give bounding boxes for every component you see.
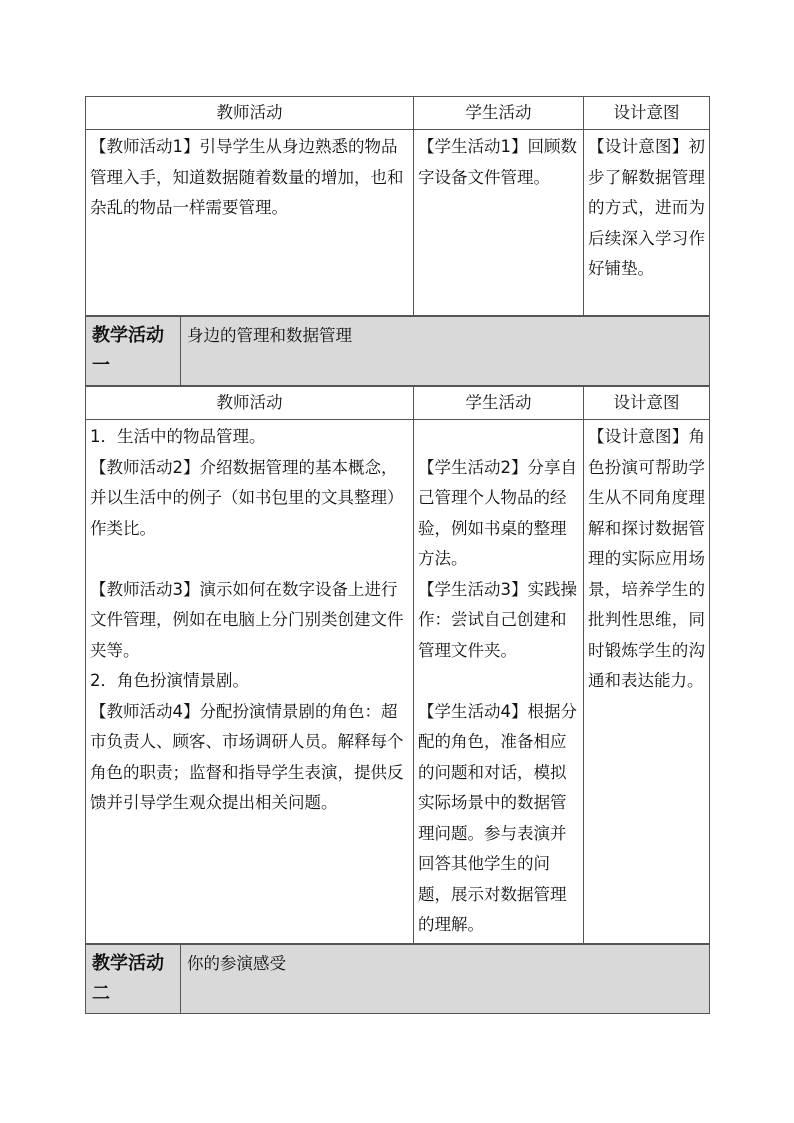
teacher-activity-4: 【教师活动4】分配扮演情景剧的角色：超市负责人、顾客、市场调研人员。解释每个角色的职责；监督和指导学生表演，提供反馈并引导学生观众提出相关问题。: [90, 701, 404, 812]
header-design-intent: 设计意图: [584, 387, 710, 420]
section-row-2: [85, 944, 710, 1014]
design-intent-cell: [584, 420, 710, 944]
student-activity-2: 【学生活动2】分享自己管理个人物品的经验，例如书桌的整理方法。: [418, 457, 577, 568]
teacher-activity-1: 【教师活动1】引导学生从身边熟悉的物品管理入手，知道数据随着数量的增加，也和杂乱的物品一样需要管理。: [90, 137, 404, 217]
section-title: 你的参演感受: [181, 944, 710, 1013]
section-label: 教学活动一: [86, 317, 181, 386]
table-header-row: [86, 387, 710, 420]
activity-table-2: [85, 386, 710, 944]
activity-table-1: [85, 96, 710, 316]
teacher-activity-3: 【教师活动3】演示如何在数字设备上进行文件管理，例如在电脑上分门别类创建文件夹等。: [90, 579, 404, 660]
student-activity-cell: [414, 420, 584, 944]
design-intent-2: 【设计意图】角色扮演可帮助学生从不同角度理解和探讨数据管理的实际应用场景，培养学生的批判性思维，同时锻炼学生的沟通和表达能力。: [588, 427, 705, 690]
design-intent-cell: [584, 130, 710, 316]
header-teacher-activity: 教师活动: [86, 97, 414, 130]
table-row: [86, 420, 710, 944]
lesson-plan-document: [85, 96, 709, 1014]
teacher-activity-2: 【教师活动2】介绍数据管理的基本概念，并以生活中的例子（如书包里的文具整理）作类比。: [90, 457, 404, 538]
header-teacher-activity: 教师活动: [86, 387, 414, 420]
student-activity-1: 【学生活动1】回顾数字设备文件管理。: [418, 137, 577, 187]
design-intent-1: 【设计意图】初步了解数据管理的方式，进而为后续深入学习作好铺垫。: [588, 137, 705, 278]
section-row-1: [85, 316, 710, 386]
header-design-intent: 设计意图: [584, 97, 710, 130]
section-title: 身边的管理和数据管理: [181, 317, 710, 386]
header-student-activity: 学生活动: [414, 387, 584, 420]
student-activity-cell: [414, 130, 584, 316]
item-heading-2: 2．角色扮演情景剧。: [90, 671, 249, 690]
header-student-activity: 学生活动: [414, 97, 584, 130]
teacher-activity-cell: [86, 130, 414, 316]
student-activity-4: 【学生活动4】根据分配的角色，准备相应的问题和对话，模拟实际场景中的数据管理问题。参与表演并回答其他学生的问题，展示对数据管理的理解。: [418, 701, 577, 934]
item-heading-1: 1．生活中的物品管理。: [90, 427, 266, 446]
table-header-row: [86, 97, 710, 130]
student-activity-3: 【学生活动3】实践操作：尝试自己创建和管理文件夹。: [418, 579, 577, 660]
section-label: 教学活动二: [86, 944, 181, 1013]
teacher-activity-cell: [86, 420, 414, 944]
table-row: [86, 130, 710, 316]
